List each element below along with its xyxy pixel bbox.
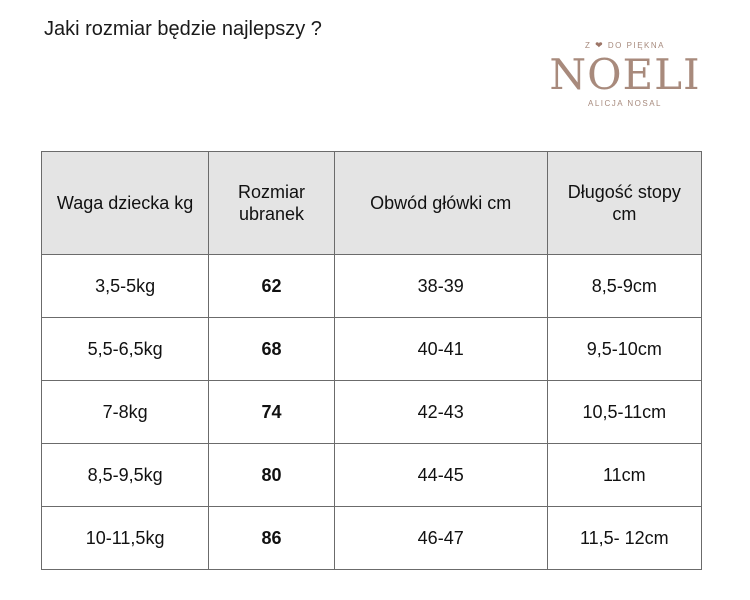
- cell-size: 62: [209, 255, 335, 318]
- cell-weight: 3,5-5kg: [42, 255, 209, 318]
- brand-logo: [545, 40, 705, 108]
- table-row: [42, 318, 702, 381]
- cell-foot-length: 11,5- 12cm: [547, 507, 701, 570]
- cell-foot-length: 8,5-9cm: [547, 255, 701, 318]
- cell-foot-length: 10,5-11cm: [547, 381, 701, 444]
- cell-size: 68: [209, 318, 335, 381]
- table-row: [42, 381, 702, 444]
- cell-foot-length: 9,5-10cm: [547, 318, 701, 381]
- page-title: Jaki rozmiar będzie najlepszy ?: [44, 18, 322, 40]
- logo-brand-name: NOELI: [549, 50, 701, 99]
- header-size: Rozmiar ubranek: [209, 152, 335, 255]
- header-head-circumference: Obwód główki cm: [334, 152, 547, 255]
- table-row: [42, 444, 702, 507]
- cell-size: 80: [209, 444, 335, 507]
- header-weight: Waga dziecka kg: [42, 152, 209, 255]
- cell-size: 74: [209, 381, 335, 444]
- cell-size: 86: [209, 507, 335, 570]
- logo-tagline-prefix: Z: [585, 41, 592, 50]
- cell-head-circumference: 42-43: [334, 381, 547, 444]
- size-chart-table: [41, 151, 702, 570]
- table-row: [42, 255, 702, 318]
- heart-icon: ❤: [595, 40, 605, 50]
- logo-tagline-suffix: DO PIĘKNA: [607, 41, 665, 50]
- logo-subtitle: ALICJA NOSAL: [587, 99, 663, 108]
- header-foot-length: Długość stopy cm: [547, 152, 701, 255]
- cell-head-circumference: 44-45: [334, 444, 547, 507]
- table-row: [42, 507, 702, 570]
- cell-weight: 7-8kg: [42, 381, 209, 444]
- cell-weight: 10-11,5kg: [42, 507, 209, 570]
- cell-weight: 8,5-9,5kg: [42, 444, 209, 507]
- cell-foot-length: 11cm: [547, 444, 701, 507]
- table-header-row: [42, 152, 702, 255]
- cell-head-circumference: 46-47: [334, 507, 547, 570]
- cell-head-circumference: 38-39: [334, 255, 547, 318]
- cell-head-circumference: 40-41: [334, 318, 547, 381]
- cell-weight: 5,5-6,5kg: [42, 318, 209, 381]
